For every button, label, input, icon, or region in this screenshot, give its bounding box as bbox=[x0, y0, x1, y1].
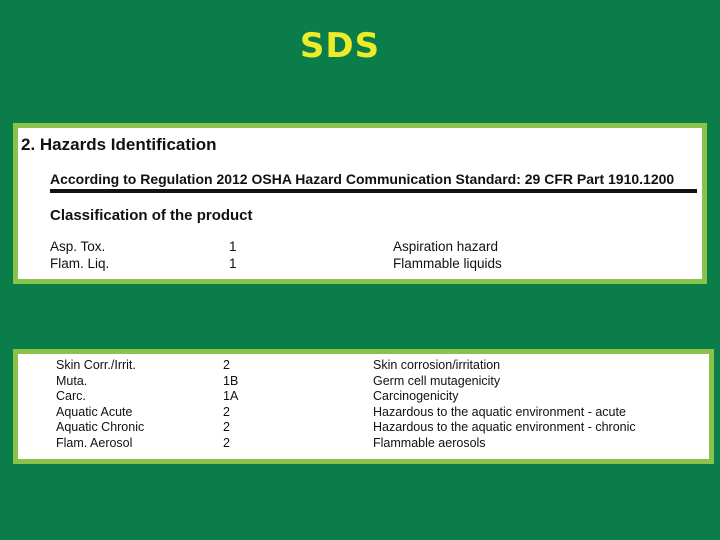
regulation-text: According to Regulation 2012 OSHA Hazard Communication Standard: 29 CFR Part 1910.1200 bbox=[50, 171, 697, 193]
hazard-code: Flam. Aerosol bbox=[56, 435, 133, 450]
classification-heading: Classification of the product bbox=[50, 207, 253, 224]
hazard-category: 2 bbox=[223, 404, 230, 419]
hazard-code: Carc. bbox=[56, 389, 86, 403]
hazard-description: Aspiration hazard bbox=[393, 239, 499, 254]
hazard-category: 2 bbox=[223, 435, 230, 450]
hazard-code: Muta. bbox=[56, 373, 88, 388]
additional-hazards-panel bbox=[13, 349, 714, 464]
hazard-description: Skin corrosion/irritation bbox=[373, 358, 501, 372]
hazards-identification-panel bbox=[13, 123, 707, 284]
hazard-category: 2 bbox=[223, 358, 230, 372]
hazard-description: Carcinogenicity bbox=[373, 389, 459, 403]
hazard-category: 1 bbox=[229, 239, 237, 254]
hazard-category: 1 bbox=[229, 256, 237, 271]
section-heading: 2. Hazards Identification bbox=[21, 135, 217, 154]
hazard-description: Hazardous to the aquatic environment - chronic bbox=[373, 420, 636, 434]
hazard-category: 2 bbox=[223, 420, 230, 434]
hazard-code: Flam. Liq. bbox=[50, 256, 110, 271]
hazard-code: Skin Corr./Irrit. bbox=[56, 358, 136, 372]
hazard-description: Germ cell mutagenicity bbox=[373, 373, 501, 388]
hazard-category: 1B bbox=[223, 373, 239, 388]
hazard-category: 1A bbox=[223, 389, 239, 403]
hazard-code: Asp. Tox. bbox=[50, 239, 106, 254]
hazard-description: Flammable aerosols bbox=[373, 435, 486, 450]
hazard-code: Aquatic Chronic bbox=[56, 420, 145, 434]
hazard-description: Flammable liquids bbox=[393, 256, 502, 271]
slide-title: SDS bbox=[299, 26, 381, 66]
hazard-description: Hazardous to the aquatic environment - acute bbox=[373, 404, 626, 419]
hazard-code: Aquatic Acute bbox=[56, 404, 133, 419]
